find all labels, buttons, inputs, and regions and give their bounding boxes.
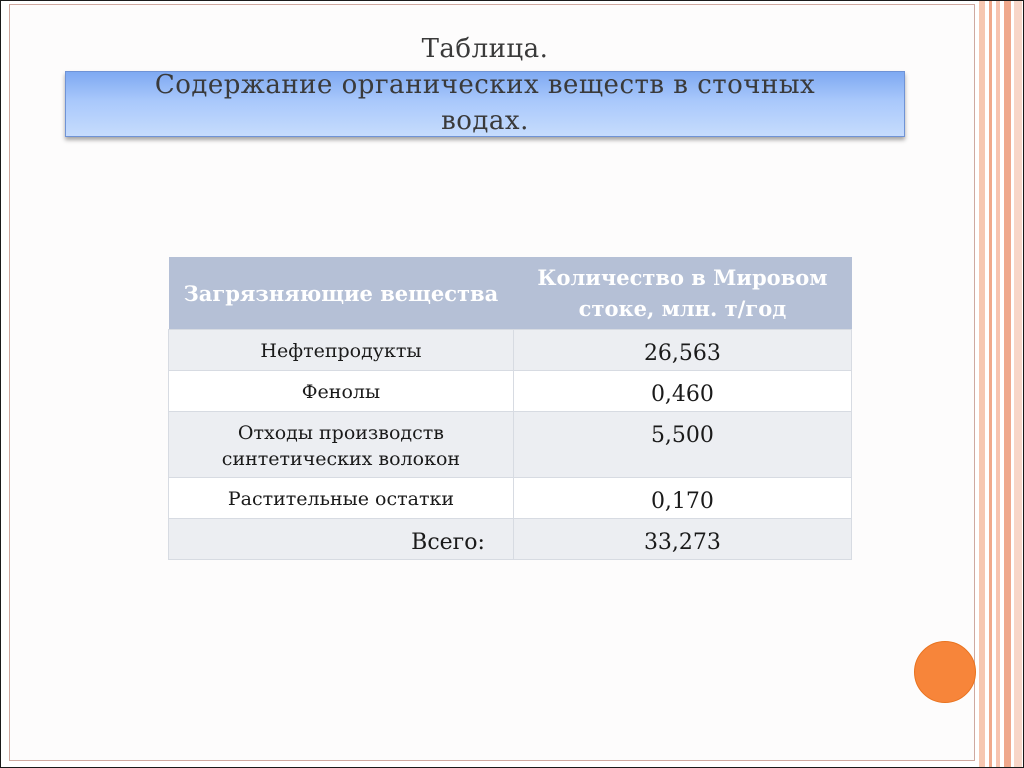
title-line-2: Содержание органических веществ в сточных bbox=[154, 70, 816, 100]
row-value: 5,500 bbox=[513, 412, 851, 478]
decor-stripe bbox=[979, 1, 985, 767]
row-name: Растительные остатки bbox=[169, 478, 514, 519]
table-row bbox=[169, 371, 852, 412]
decor-stripe bbox=[996, 1, 1000, 767]
title-line-1: Таблица. bbox=[421, 34, 549, 64]
decor-stripe bbox=[1014, 1, 1022, 767]
row-name: Нефтепродукты bbox=[169, 330, 514, 371]
table-row bbox=[169, 330, 852, 371]
row-value: 0,460 bbox=[513, 371, 851, 412]
title-line-3: водах. bbox=[441, 106, 529, 136]
row-name: Фенолы bbox=[169, 371, 514, 412]
table-row bbox=[169, 412, 852, 478]
orange-circle-decoration bbox=[914, 641, 976, 703]
table-header-row bbox=[169, 257, 852, 330]
table-row bbox=[169, 478, 852, 519]
row-value: 0,170 bbox=[513, 478, 851, 519]
total-label: Всего: bbox=[169, 519, 514, 560]
table-total-row bbox=[169, 519, 852, 560]
header-pollutants: Загрязняющие вещества bbox=[169, 257, 514, 330]
total-value: 33,273 bbox=[513, 519, 851, 560]
data-table bbox=[168, 257, 852, 560]
row-name: Отходы производств синтетических волокон bbox=[169, 412, 514, 478]
decor-stripe bbox=[989, 1, 992, 767]
slide-title bbox=[65, 31, 905, 139]
header-quantity: Количество в Мировом стоке, млн. т/год bbox=[513, 257, 851, 330]
row-value: 26,563 bbox=[513, 330, 851, 371]
decor-stripe bbox=[1004, 1, 1011, 767]
